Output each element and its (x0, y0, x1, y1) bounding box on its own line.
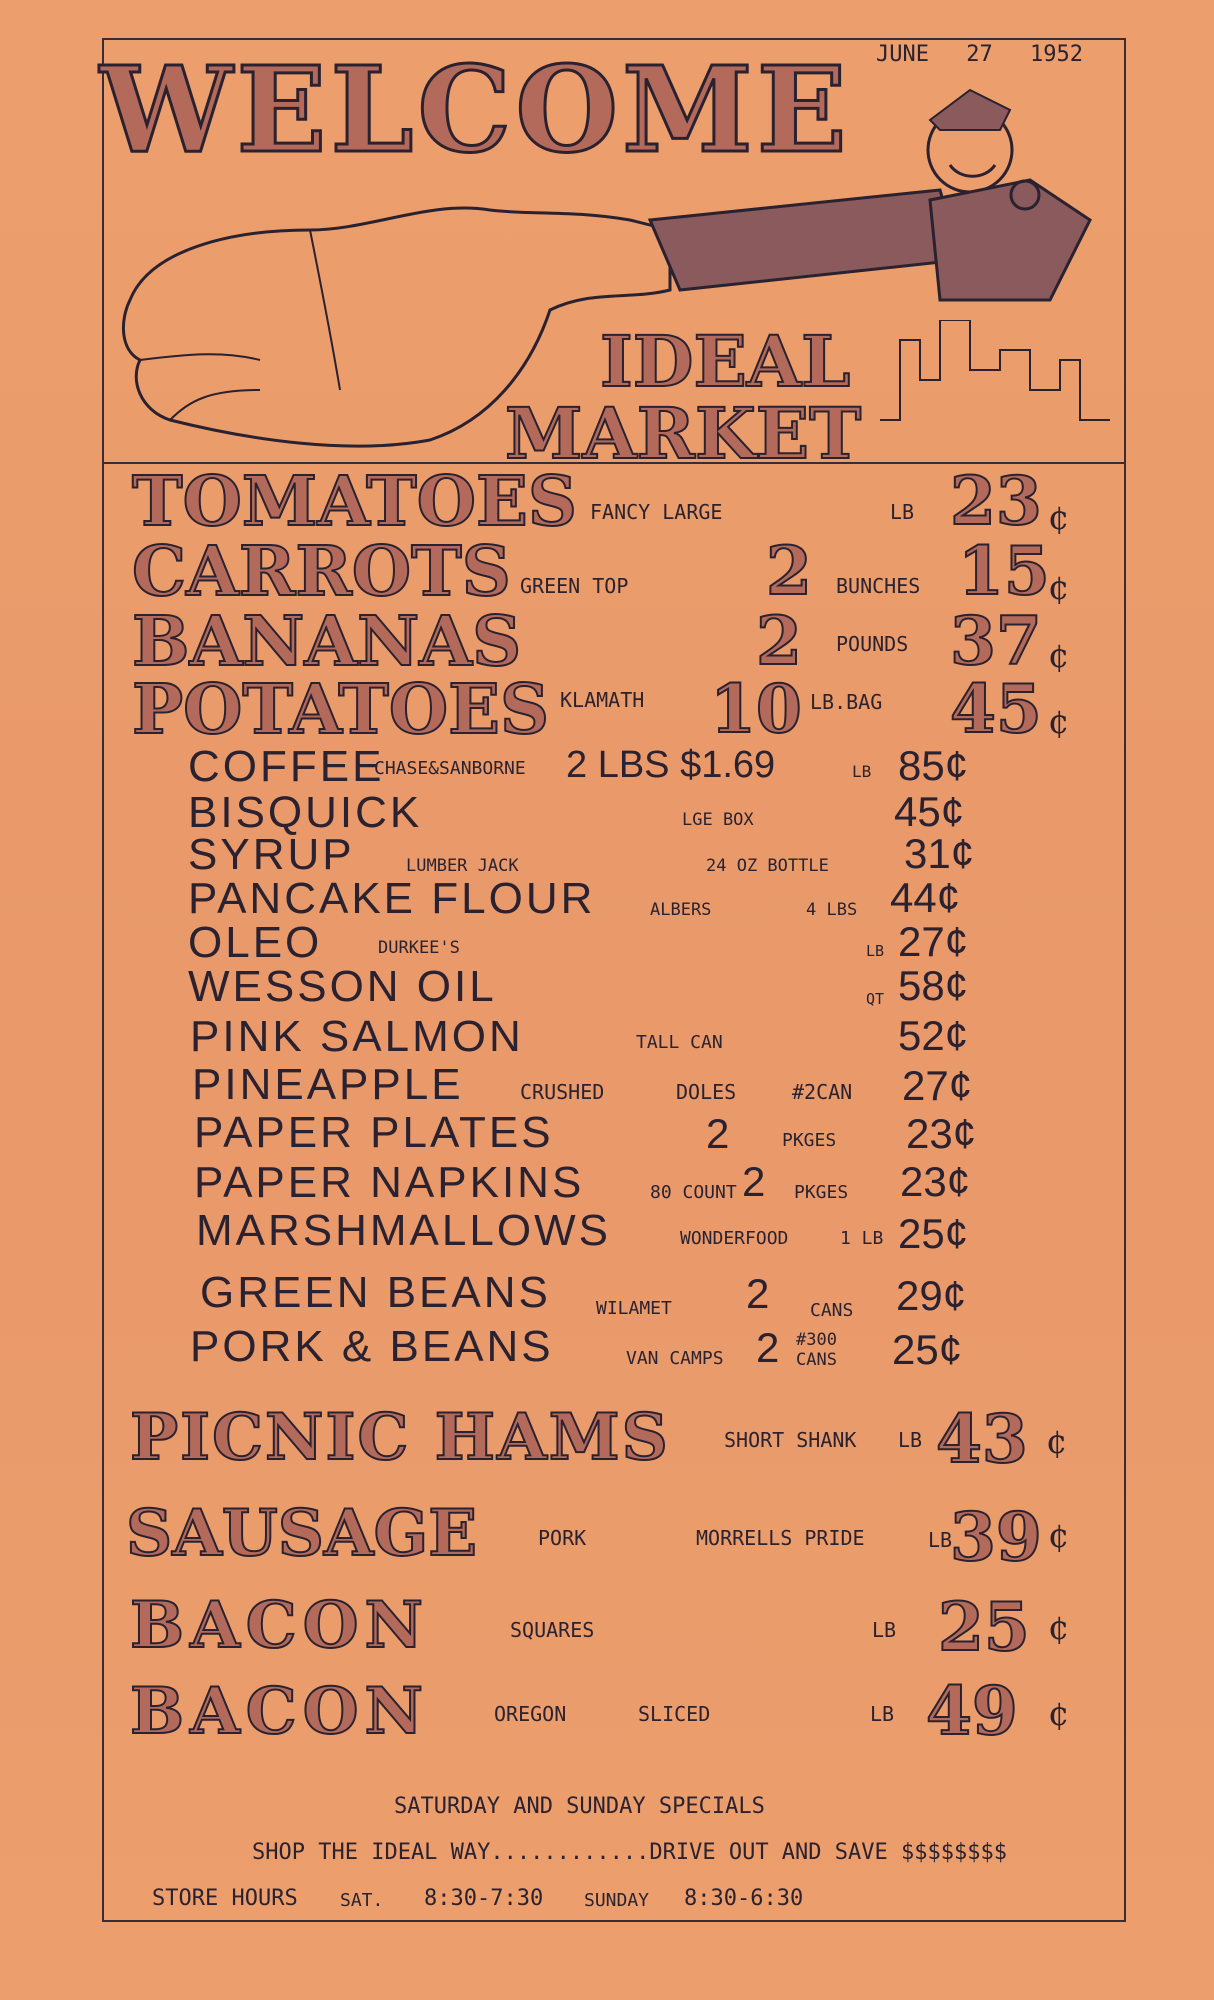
grocer-mascot-illustration (900, 70, 1115, 330)
item-desc: DURKEE'S (378, 938, 460, 958)
item-price: 58¢ (898, 962, 969, 1009)
item-price: 45¢ (894, 788, 965, 835)
item-price: 85¢ (898, 742, 969, 789)
item-name: TOMATOES (132, 462, 577, 542)
item-name: PAPER PLATES (194, 1108, 554, 1157)
item-extra: 2 (742, 1158, 766, 1205)
item-name: SAUSAGE (126, 1496, 477, 1571)
item-unit: LGE BOX (682, 810, 754, 830)
item-qty: 2 (756, 602, 802, 680)
item-name: BACON (130, 1588, 429, 1663)
item-unit: LB (898, 1428, 923, 1452)
item-price: 23¢ (906, 1110, 977, 1157)
saturday-hours: 8:30-7:30 (424, 1886, 544, 1911)
item-desc: ALBERS (650, 900, 712, 920)
item-price: 25¢ (898, 1210, 969, 1257)
item-name: BACON (130, 1674, 429, 1749)
welcome-heading: WELCOME (100, 40, 851, 179)
item-desc: WONDERFOOD (680, 1228, 789, 1249)
cent-symbol: ¢ (1048, 1608, 1070, 1648)
item-desc: CHASE&SANBORNE (374, 758, 526, 779)
saturday-label: SAT. (340, 1890, 384, 1911)
item-unit: LB (866, 942, 885, 960)
item-name: PANCAKE FLOUR (188, 874, 596, 923)
item-brand: MORRELLS PRIDE (696, 1526, 865, 1550)
specials-heading: SATURDAY AND SUNDAY SPECIALS (394, 1794, 765, 1819)
item-price: 49 (926, 1672, 1018, 1750)
item-price: 52¢ (898, 1012, 969, 1059)
item-name: BANANAS (132, 602, 522, 682)
item-desc: KLAMATH (560, 688, 645, 712)
item-name: OLEO (188, 918, 323, 967)
item-unit: LB (870, 1702, 895, 1726)
cent-symbol: ¢ (1048, 1694, 1070, 1734)
item-price: 27¢ (902, 1062, 973, 1109)
store-name-line2: MARKET (505, 392, 862, 475)
item-name: CARROTS (132, 532, 511, 612)
item-extra: 2 LBS $1.69 (566, 744, 776, 786)
item-name: PAPER NAPKINS (194, 1158, 585, 1207)
item-unit: LB (852, 762, 872, 781)
item-unit: LB (872, 1618, 897, 1642)
item-desc: GREEN TOP (520, 574, 629, 598)
cent-symbol: ¢ (1048, 498, 1070, 538)
city-skyline-illustration (880, 320, 1110, 430)
item-desc: OREGON (494, 1702, 567, 1726)
item-name: GREEN BEANS (200, 1268, 551, 1317)
item-desc: SQUARES (510, 1618, 595, 1642)
item-price: 23 (950, 462, 1042, 540)
item-unit: QT (866, 990, 885, 1008)
item-price: 31¢ (904, 830, 975, 877)
cent-symbol: ¢ (1048, 1516, 1070, 1556)
item-price: 23¢ (900, 1158, 971, 1205)
item-extra: 2 (756, 1324, 780, 1371)
store-name-line1: IDEAL (600, 320, 851, 403)
item-unit: BUNCHES (836, 574, 921, 598)
item-unit: LB (890, 500, 915, 524)
item-unit: 1 LB (840, 1228, 884, 1249)
item-unit: POUNDS (836, 632, 909, 656)
item-price: 39 (950, 1498, 1042, 1576)
item-price: 29¢ (896, 1272, 967, 1319)
item-name: PINK SALMON (190, 1012, 524, 1061)
item-name: BISQUICK (188, 788, 423, 837)
cent-symbol: ¢ (1048, 568, 1070, 608)
item-extra: 2 (746, 1270, 770, 1317)
item-name: PORK & BEANS (190, 1322, 554, 1371)
item-desc: WILAMET (596, 1298, 672, 1319)
item-unit: LB.BAG (810, 690, 883, 714)
slogan-text: SHOP THE IDEAL WAY............DRIVE OUT AND SAVE $$$$$$$$ (252, 1840, 1007, 1865)
cent-symbol: ¢ (1048, 702, 1070, 742)
item-price: 45 (950, 670, 1042, 748)
item-price: 25¢ (892, 1326, 963, 1373)
item-desc: VAN CAMPS (626, 1348, 724, 1369)
item-desc: SHORT SHANK (724, 1428, 857, 1452)
item-desc: PORK (538, 1526, 587, 1550)
item-qty: 2 (766, 532, 812, 610)
item-unit: 4 LBS (806, 900, 858, 920)
item-unit: LB (928, 1528, 953, 1552)
item-desc: 80 COUNT (650, 1182, 737, 1203)
item-name: WESSON OIL (188, 962, 497, 1011)
store-hours-label: STORE HOURS (152, 1886, 298, 1911)
sunday-hours: 8:30-6:30 (684, 1886, 804, 1911)
item-name: MARSHMALLOWS (196, 1206, 611, 1255)
item-name: PICNIC HAMS (130, 1400, 670, 1475)
item-extra: DOLES (676, 1080, 737, 1104)
item-name: POTATOES (132, 670, 550, 750)
item-price: 27¢ (898, 918, 969, 965)
item-unit: CANS (810, 1300, 854, 1321)
item-qty: 10 (710, 670, 802, 748)
item-unit: #2CAN (792, 1080, 853, 1104)
item-desc: CRUSHED (520, 1080, 605, 1104)
item-price: 25 (938, 1588, 1030, 1666)
flyer-date: JUNE 27 1952 (876, 42, 1083, 67)
cent-symbol: ¢ (1046, 1422, 1068, 1462)
item-desc: LUMBER JACK (406, 856, 519, 876)
item-extra: 2 (706, 1110, 730, 1157)
item-unit: PKGES (782, 1130, 837, 1151)
item-name: COFFEE (188, 742, 385, 791)
item-unit: #300 CANS (796, 1330, 837, 1370)
item-price: 43 (936, 1400, 1028, 1478)
sunday-label: SUNDAY (584, 1890, 650, 1911)
item-price: 44¢ (890, 874, 961, 921)
cent-symbol: ¢ (1048, 636, 1070, 676)
item-desc: TALL CAN (636, 1032, 723, 1053)
item-price: 37 (950, 602, 1042, 680)
item-name: PINEAPPLE (192, 1060, 464, 1109)
item-unit: 24 OZ BOTTLE (706, 856, 829, 876)
item-brand: SLICED (638, 1702, 711, 1726)
item-desc: FANCY LARGE (590, 500, 723, 524)
item-name: SYRUP (188, 830, 355, 879)
item-price: 15 (958, 532, 1050, 610)
item-unit: PKGES (794, 1182, 849, 1203)
